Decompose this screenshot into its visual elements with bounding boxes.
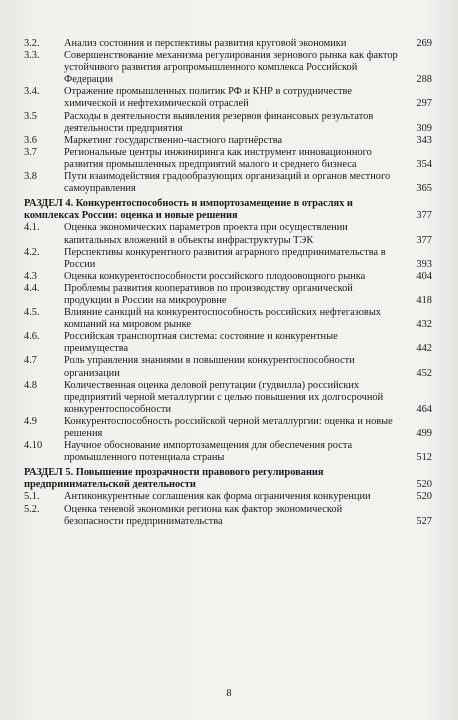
toc-entry-number: 3.6 xyxy=(24,134,37,146)
toc-entry xyxy=(24,283,432,307)
toc-entry-title: Региональные центры инжиниринга как инструмент инновационного развития промышленных предприятий малого и среднего бизнеса xyxy=(64,146,372,170)
toc-entry-number: 4.1. xyxy=(24,222,40,234)
toc-entry-number: 3.7 xyxy=(24,146,37,158)
toc-entry-number: 4.7 xyxy=(24,355,37,367)
toc-entry xyxy=(24,355,432,379)
toc-page-number: 377 xyxy=(416,210,432,222)
toc-page-number: 404 xyxy=(416,270,432,282)
toc-entry-number: 5.1. xyxy=(24,491,40,503)
page-number: 8 xyxy=(226,688,232,699)
toc-entry xyxy=(24,135,432,147)
toc-entry-title: Расходы в деятельности выявления резервов финансовых результатов деятельности предприятия xyxy=(64,110,374,134)
toc-page-number: 464 xyxy=(416,403,432,415)
toc-page-number: 288 xyxy=(416,74,432,86)
toc-entry-title: Анализ состояния и перспективы развития круговой экономики xyxy=(64,38,347,49)
toc-entry xyxy=(24,331,432,355)
toc-section-heading xyxy=(24,198,432,222)
toc-entry-title: Проблемы развития кооперативов по производству органической продукции в России на микроуровне xyxy=(64,282,353,306)
toc-entry-number: 3.5 xyxy=(24,110,37,122)
toc-entry-number: 4.8 xyxy=(24,379,37,391)
toc-entry xyxy=(24,86,432,110)
toc-entry xyxy=(24,247,432,271)
toc-page-number: 365 xyxy=(416,183,432,195)
toc-entry xyxy=(24,416,432,440)
toc-entry-number: 4.3 xyxy=(24,270,37,282)
toc-entry-title: Маркетинг государственно-частного партнёрства xyxy=(64,134,283,146)
toc-page-number: 269 xyxy=(416,38,432,49)
toc-entry-title: Оценка экономических параметров проекта при осуществлении капитальных вложений в объекты инфраструктуры ТЭК xyxy=(64,222,348,246)
toc-entry-title: Антиконкурентные соглашения как форма ограничения конкуренции xyxy=(64,491,371,503)
toc-entry xyxy=(24,50,432,86)
toc-page-number: 442 xyxy=(416,343,432,355)
toc-entry-title: Совершенствование механизма регулирования зернового рынка как фактор устойчивого развития агропромышленного комплекса Российской Федерации xyxy=(64,50,398,86)
toc-section-title: РАЗДЕЛ 5. Повышение прозрачности правового регулирования предпринимательской деятельности xyxy=(24,467,324,491)
toc-entry-title: Российская транспортная система: состояние и конкурентные преимущества xyxy=(64,331,338,355)
toc-page-number: 527 xyxy=(416,515,432,527)
toc-page-number: 309 xyxy=(416,122,432,134)
toc-entry-number: 4.6. xyxy=(24,331,40,343)
toc-page-number: 377 xyxy=(416,234,432,246)
toc-entry-number: 3.2. xyxy=(24,38,40,49)
toc-page-number: 452 xyxy=(416,367,432,379)
toc-entry-title: Оценка конкурентоспособности российского плодоовощного рынка xyxy=(64,270,366,282)
toc-entry xyxy=(24,440,432,464)
toc-entry-number: 3.3. xyxy=(24,50,40,62)
toc-entry-title: Влияние санкций на конкурентоспособность российских нефтегазовых компаний на мировом рынке xyxy=(64,307,382,331)
toc-page-number: 520 xyxy=(416,491,432,503)
toc-entry-title: Количественная оценка деловой репутации (гудвилла) российских предприятий черной металлургии с целью повышения их долгосрочной конкурентоспособности xyxy=(64,379,384,415)
toc-section-title: РАЗДЕЛ 4. Конкурентоспособность и импортозамещение в отраслях и комплексах России: оценка и новые решения xyxy=(24,198,353,222)
toc-entry-title: Отражение промышленных политик РФ и КНР в сотрудничестве химической и нефтехимической отраслей xyxy=(64,86,353,110)
toc-entry xyxy=(24,380,432,416)
toc-section-heading xyxy=(24,467,432,491)
toc-entry xyxy=(24,307,432,331)
toc-entry-number: 3.8 xyxy=(24,171,37,183)
toc-entry xyxy=(24,504,432,528)
toc-page-number: 418 xyxy=(416,294,432,306)
toc-entry-number: 3.4. xyxy=(24,86,40,98)
toc-entry-number: 5.2. xyxy=(24,503,40,515)
toc-page-number: 393 xyxy=(416,258,432,270)
toc-entry xyxy=(24,222,432,246)
toc-page-number: 520 xyxy=(416,479,432,491)
toc-entry xyxy=(24,147,432,171)
toc-entry-title: Роль управления знаниями в повышении конкурентоспособности организации xyxy=(64,355,355,379)
toc-entry-title: Оценка теневой экономики региона как фактор экономической безопасности предпринимательства xyxy=(64,503,343,527)
toc-entry-number: 4.9 xyxy=(24,415,37,427)
toc-entry-number: 4.10 xyxy=(24,440,43,452)
toc-entry xyxy=(24,111,432,135)
toc-page-number: 297 xyxy=(416,98,432,110)
toc-entry-title: Конкурентоспособность российской черной металлургии: оценка и новые решения xyxy=(64,415,393,439)
toc-page-number: 343 xyxy=(416,134,432,146)
toc-entry xyxy=(24,171,432,195)
toc-entry xyxy=(24,491,432,503)
toc-entry xyxy=(24,271,432,283)
toc-page-number: 499 xyxy=(416,428,432,439)
table-of-contents xyxy=(24,38,432,528)
toc-entry-number: 4.5. xyxy=(24,307,40,319)
toc-entry-title: Перспективы конкурентного развития аграрного предпринимательства в России xyxy=(64,246,386,270)
toc-page-number: 432 xyxy=(416,319,432,331)
toc-entry-number: 4.2. xyxy=(24,246,40,258)
toc-entry-number: 4.4. xyxy=(24,282,40,294)
toc-page-number: 354 xyxy=(416,158,432,170)
toc-entry-title: Пути взаимодействия градообразующих организаций и органов местного самоуправления xyxy=(64,171,391,195)
toc-entry xyxy=(24,38,432,50)
toc-page-number: 512 xyxy=(416,452,432,464)
toc-entry-title: Научное обоснование импортозамещения для обеспечения роста промышленного потенциала страны xyxy=(64,440,353,464)
